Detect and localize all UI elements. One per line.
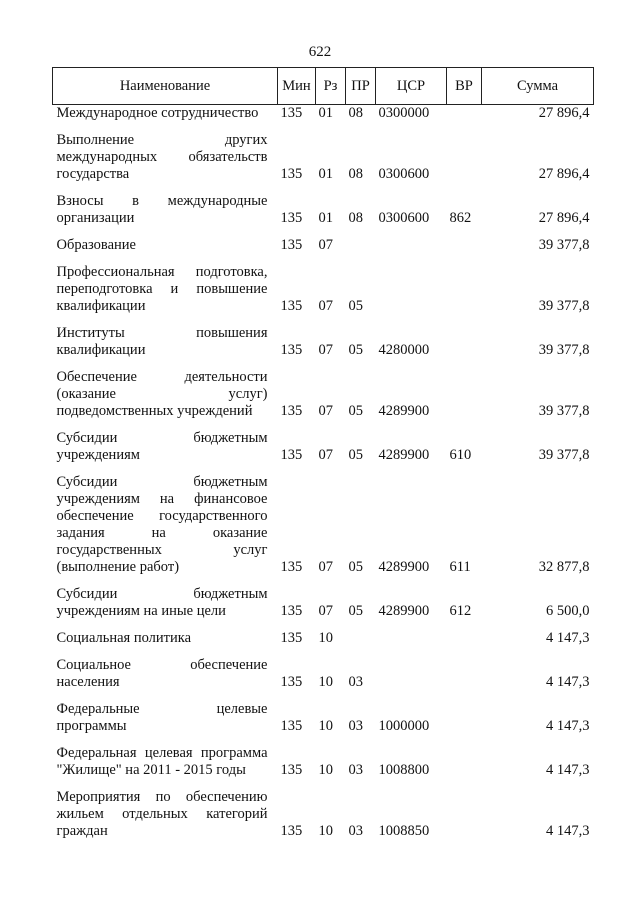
row-pr: 03 (348, 674, 363, 690)
row-name-line: Субсидии бюджетным (56, 474, 268, 490)
row-vr: 612 (449, 603, 472, 619)
header-csr: ЦСР (376, 68, 447, 105)
row-csr: 4289900 (378, 403, 430, 419)
row-pr: 03 (348, 718, 363, 734)
row-name-line: Международное сотрудничество (56, 105, 259, 121)
row-spacer-cell (53, 183, 594, 193)
row-name-line: Федеральная целевая программа (56, 745, 268, 761)
row-sum: 39 377,8 (538, 298, 590, 314)
row-vr: 610 (449, 447, 472, 463)
row-spacer (53, 315, 594, 325)
row-csr: 0300600 (378, 166, 430, 182)
row-csr: 4289900 (378, 603, 430, 619)
row-vr (447, 105, 482, 123)
row-name (53, 586, 278, 620)
row-vr (447, 657, 482, 691)
row-pr: 03 (348, 762, 363, 778)
row-name (53, 745, 278, 779)
header-pr: ПР (346, 68, 376, 105)
row-sum: 27 896,4 (538, 166, 590, 182)
row-spacer-cell (53, 420, 594, 430)
row-name-line: Выполнение других (56, 132, 268, 148)
row-sum: 39 377,8 (538, 342, 590, 358)
row-name-line: переподготовка и повышение (56, 281, 268, 297)
header-min: Мин (278, 68, 316, 105)
row-vr (447, 369, 482, 420)
row-rz: 07 (318, 403, 333, 419)
table-row (53, 237, 594, 254)
row-spacer-cell (53, 227, 594, 237)
row-sum: 27 896,4 (538, 105, 590, 121)
row-name-line: международных обязательств (56, 149, 268, 165)
row-rz: 10 (318, 718, 333, 734)
row-name (53, 193, 278, 227)
header-vr: ВР (447, 68, 482, 105)
row-name-line: Федеральные целевые (56, 701, 268, 717)
row-min: 135 (280, 237, 303, 253)
row-spacer-cell (53, 359, 594, 369)
row-spacer-cell (53, 620, 594, 630)
row-name-line: Образование (56, 237, 136, 253)
row-name (53, 657, 278, 691)
table-row (53, 193, 594, 227)
row-min: 135 (280, 674, 303, 690)
row-name (53, 630, 278, 647)
table-row (53, 789, 594, 840)
row-min: 135 (280, 630, 303, 646)
row-min: 135 (280, 105, 303, 121)
row-spacer-cell (53, 691, 594, 701)
row-spacer-cell (53, 464, 594, 474)
row-name-line: (выполнение работ) (56, 559, 180, 575)
row-name-line: Мероприятия по обеспечению (56, 789, 268, 805)
row-name-line: обеспечение государственного (56, 508, 268, 524)
row-name (53, 264, 278, 315)
row-name (53, 474, 278, 576)
row-sum: 4 147,3 (546, 718, 590, 734)
table-row (53, 132, 594, 183)
row-name-line: (оказание услуг) (56, 386, 268, 402)
row-spacer-cell (53, 315, 594, 325)
row-sum: 39 377,8 (538, 237, 590, 253)
row-vr (447, 132, 482, 183)
row-min: 135 (280, 559, 303, 575)
row-min: 135 (280, 298, 303, 314)
row-csr: 1008800 (378, 762, 430, 778)
row-vr (447, 237, 482, 254)
row-vr (447, 789, 482, 840)
row-min: 135 (280, 447, 303, 463)
row-rz: 07 (318, 237, 333, 253)
row-csr (376, 264, 447, 315)
row-sum: 27 896,4 (538, 210, 590, 226)
row-name-line: Профессиональная подготовка, (56, 264, 268, 280)
row-name-line: учреждениям (56, 447, 140, 463)
table-row (53, 369, 594, 420)
row-rz: 07 (318, 298, 333, 314)
table-row (53, 325, 594, 359)
row-csr: 4289900 (378, 559, 430, 575)
row-rz: 10 (318, 630, 333, 646)
row-spacer (53, 359, 594, 369)
row-sum: 4 147,3 (546, 762, 590, 778)
row-csr: 1008850 (378, 823, 430, 839)
row-pr: 05 (348, 298, 363, 314)
header-sum: Сумма (482, 68, 594, 105)
header-rz: Рз (316, 68, 346, 105)
row-rz: 07 (318, 559, 333, 575)
row-sum: 6 500,0 (546, 603, 590, 619)
row-rz: 10 (318, 823, 333, 839)
table-row (53, 430, 594, 464)
row-vr (447, 264, 482, 315)
row-name (53, 430, 278, 464)
row-pr: 05 (348, 342, 363, 358)
row-spacer (53, 691, 594, 701)
table-row (53, 745, 594, 779)
row-name (53, 237, 278, 254)
row-spacer (53, 122, 594, 132)
row-pr (346, 237, 376, 254)
row-rz: 01 (318, 166, 333, 182)
row-csr: 4280000 (378, 342, 430, 358)
row-pr: 05 (348, 403, 363, 419)
row-pr: 08 (348, 210, 363, 226)
row-min: 135 (280, 210, 303, 226)
row-min: 135 (280, 166, 303, 182)
table-row (53, 586, 594, 620)
row-name (53, 105, 278, 123)
row-vr: 611 (449, 559, 471, 575)
row-spacer (53, 420, 594, 430)
row-spacer-cell (53, 735, 594, 745)
row-vr (447, 745, 482, 779)
row-sum: 39 377,8 (538, 403, 590, 419)
row-spacer (53, 464, 594, 474)
row-name-line: Институты повышения (56, 325, 268, 341)
row-min: 135 (280, 823, 303, 839)
row-name-line: государственных услуг (56, 542, 268, 558)
row-name (53, 325, 278, 359)
row-rz: 01 (318, 105, 333, 121)
row-pr: 03 (348, 823, 363, 839)
row-rz: 07 (318, 603, 333, 619)
row-name-line: Субсидии бюджетным (56, 586, 268, 602)
row-name (53, 132, 278, 183)
row-spacer (53, 620, 594, 630)
header-name: Наименование (53, 68, 278, 105)
row-csr (376, 657, 447, 691)
row-name-line: квалификации (56, 298, 146, 314)
row-pr: 05 (348, 559, 363, 575)
table-row (53, 630, 594, 647)
table-header (53, 68, 594, 105)
row-name-line: подведомственных учреждений (56, 403, 253, 419)
row-spacer-cell (53, 576, 594, 586)
table-body (53, 105, 594, 841)
row-sum: 4 147,3 (546, 823, 590, 839)
row-min: 135 (280, 762, 303, 778)
row-name-line: Субсидии бюджетным (56, 430, 268, 446)
row-rz: 07 (318, 447, 333, 463)
row-name-line: жильем отдельных категорий (56, 806, 268, 822)
row-name-line: учреждениям на финансовое (56, 491, 268, 507)
row-name (53, 701, 278, 735)
row-csr: 4289900 (378, 447, 430, 463)
row-vr (447, 325, 482, 359)
row-csr (376, 630, 447, 647)
row-vr (447, 630, 482, 647)
row-pr: 08 (348, 105, 363, 121)
row-csr: 1000000 (378, 718, 430, 734)
page-number: 622 (308, 44, 332, 60)
row-min: 135 (280, 403, 303, 419)
row-rz: 10 (318, 674, 333, 690)
row-rz: 10 (318, 762, 333, 778)
row-name-line: Социальное обеспечение (56, 657, 268, 673)
row-min: 135 (280, 718, 303, 734)
row-name-line: государства (56, 166, 130, 182)
row-spacer (53, 183, 594, 193)
row-csr: 0300000 (378, 105, 430, 121)
row-vr: 862 (449, 210, 472, 226)
budget-table (52, 67, 594, 840)
row-name (53, 789, 278, 840)
row-rz: 07 (318, 342, 333, 358)
row-sum: 4 147,3 (546, 630, 590, 646)
row-name-line: программы (56, 718, 127, 734)
row-spacer (53, 779, 594, 789)
row-sum: 32 877,8 (538, 559, 590, 575)
table-row (53, 264, 594, 315)
row-spacer (53, 576, 594, 586)
row-rz: 01 (318, 210, 333, 226)
row-pr: 05 (348, 447, 363, 463)
row-vr (447, 701, 482, 735)
table-row (53, 657, 594, 691)
row-csr: 0300600 (378, 210, 430, 226)
row-name-line: квалификации (56, 342, 146, 358)
table-row (53, 701, 594, 735)
row-name-line: граждан (56, 823, 108, 839)
row-spacer (53, 227, 594, 237)
row-name-line: учреждениям на иные цели (56, 603, 226, 619)
row-name-line: задания на оказание (56, 525, 268, 541)
table-row (53, 105, 594, 123)
row-spacer-cell (53, 254, 594, 264)
row-sum: 39 377,8 (538, 447, 590, 463)
row-min: 135 (280, 603, 303, 619)
row-spacer (53, 647, 594, 657)
row-spacer (53, 254, 594, 264)
row-name-line: Обеспечение деятельности (56, 369, 268, 385)
row-name-line: "Жилище" на 2011 - 2015 годы (56, 762, 246, 778)
row-spacer-cell (53, 779, 594, 789)
row-pr (346, 630, 376, 647)
row-name-line: Социальная политика (56, 630, 192, 646)
row-min: 135 (280, 342, 303, 358)
row-name-line: Взносы в международные (56, 193, 268, 209)
row-pr: 08 (348, 166, 363, 182)
row-sum: 4 147,3 (546, 674, 590, 690)
row-spacer-cell (53, 647, 594, 657)
row-name-line: организации (56, 210, 135, 226)
row-pr: 05 (348, 603, 363, 619)
row-name (53, 369, 278, 420)
row-spacer-cell (53, 122, 594, 132)
table-row (53, 474, 594, 576)
row-spacer (53, 735, 594, 745)
row-name-line: населения (56, 674, 120, 690)
row-csr (376, 237, 447, 254)
